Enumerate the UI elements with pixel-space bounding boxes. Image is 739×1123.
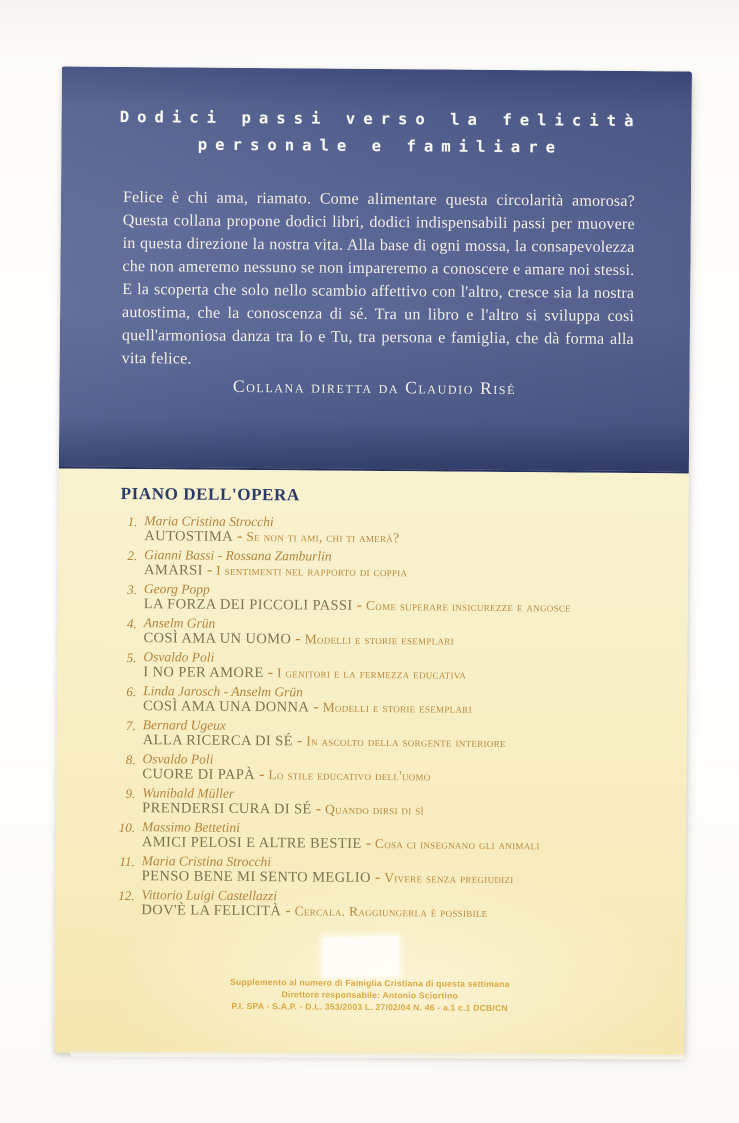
item-separator: - bbox=[232, 527, 247, 545]
item-body bbox=[143, 615, 454, 648]
item-number: 7. bbox=[126, 718, 136, 734]
item-body bbox=[144, 547, 408, 580]
item-body bbox=[141, 887, 487, 921]
item-subtitle: Lo stile educativo dell'uomo bbox=[268, 767, 431, 784]
cover-cream-section bbox=[54, 469, 689, 1058]
plan-item bbox=[110, 513, 688, 549]
item-author: Massimo Bettetini bbox=[141, 819, 240, 835]
item-author: Gianni Bassi - Rossana Zamburlin bbox=[144, 547, 332, 564]
item-number: 6. bbox=[126, 684, 137, 700]
item-separator: - bbox=[292, 732, 307, 750]
item-separator: - bbox=[255, 766, 269, 784]
item-separator: - bbox=[309, 698, 323, 716]
item-subtitle: Cosa ci insegnano gli animali bbox=[374, 836, 540, 853]
item-body bbox=[143, 717, 506, 751]
item-title: CUORE DI PAPÀ bbox=[142, 766, 256, 784]
item-subtitle: Modelli e storie esemplari bbox=[322, 699, 472, 716]
item-number: 1. bbox=[127, 514, 138, 530]
item-separator: - bbox=[202, 561, 217, 579]
item-title-line bbox=[142, 800, 424, 818]
plan-item bbox=[108, 819, 686, 855]
plan-item bbox=[109, 615, 687, 651]
item-subtitle: In ascolto della sorgente interiore bbox=[306, 733, 506, 751]
item-number: 10. bbox=[118, 819, 136, 836]
item-author: Maria Cristina Strocchi bbox=[144, 513, 274, 530]
item-title-line bbox=[143, 732, 506, 751]
plan-item bbox=[108, 751, 686, 787]
item-subtitle: Quando dirsi di sì bbox=[325, 801, 424, 818]
item-separator: - bbox=[311, 800, 326, 818]
item-separator: - bbox=[361, 834, 376, 853]
item-body bbox=[142, 785, 424, 818]
item-number: 5. bbox=[126, 650, 137, 666]
item-title-line bbox=[143, 698, 472, 717]
item-title: PENSO BENE MI SENTO MEGLIO bbox=[141, 868, 371, 886]
item-title: AUTOSTIMA bbox=[144, 528, 234, 545]
item-body bbox=[144, 513, 399, 546]
series-title-line2: personale e familiare bbox=[197, 135, 564, 157]
item-author: Georg Popp bbox=[143, 581, 210, 597]
item-number: 8. bbox=[125, 752, 136, 768]
item-subtitle: Cercala. Raggiungerla è possibile bbox=[294, 903, 488, 920]
item-author: Anselm Grün bbox=[143, 615, 216, 631]
item-title: LA FORZA DEI PICCOLI PASSI bbox=[143, 596, 353, 614]
item-author: Osvaldo Poli bbox=[142, 751, 214, 767]
series-title-line1: Dodici passi verso la felicità bbox=[119, 107, 642, 131]
imprint-line1: Supplemento al numero di Famiglia Cristiana di questa settimana bbox=[230, 976, 510, 990]
item-number: 11. bbox=[119, 854, 135, 870]
item-title-line bbox=[141, 902, 487, 921]
imprint bbox=[55, 974, 685, 1015]
item-separator: - bbox=[263, 664, 278, 682]
item-body bbox=[142, 819, 540, 853]
item-subtitle: Modelli e storie esemplari bbox=[304, 631, 454, 648]
item-number: 4. bbox=[126, 616, 137, 632]
plan-item bbox=[108, 853, 686, 889]
item-body bbox=[142, 853, 514, 887]
plan-item bbox=[109, 683, 687, 719]
item-separator: - bbox=[370, 868, 385, 887]
item-number: 12. bbox=[118, 887, 135, 904]
item-subtitle: Vivere senza pregiudizi bbox=[384, 870, 514, 887]
series-title bbox=[61, 67, 692, 163]
item-title: COSÌ AMA UNA DONNA bbox=[142, 698, 310, 716]
item-title-line bbox=[144, 596, 571, 615]
item-title-line bbox=[142, 834, 540, 853]
imprint-line2: Direttore responsabile: Antonio Sciortino bbox=[281, 989, 458, 1001]
item-title-line bbox=[142, 766, 430, 784]
item-title-line bbox=[142, 868, 514, 887]
cover-blue-section bbox=[59, 67, 692, 474]
plan-item bbox=[109, 649, 687, 685]
item-title: ALLA RICERCA DI SÉ bbox=[142, 732, 293, 750]
item-title-line bbox=[144, 562, 407, 580]
item-author: Linda Jarosch - Anselm Grün bbox=[143, 683, 303, 700]
item-author: Vittorio Luigi Castellazzi bbox=[141, 887, 278, 904]
item-body bbox=[144, 581, 571, 615]
intro-paragraph: Felice è chi ama, riamato. Come alimentare questa circolarità amorosa? Questa collana propone dodici libri, dodici indispensabili passi per muovere in questa direzione la nostra vita. Alla base di ogni mossa, la consapevolezza che non ameremo nessuno se non impareremo a conoscere e amare noi stessi. E la scoperta che solo nello scambio affettivo con l'altro, cresce sia la nostra autostima, che la conoscenza di sé. Tra un libro e l'altro si sviluppa così quell'armoniosa danza tra Io e Tu, tra persona e famiglia, che dà forma alla vita felice. bbox=[121, 189, 636, 368]
item-body bbox=[143, 649, 466, 683]
item-number: 3. bbox=[127, 582, 137, 598]
item-author: Bernard Ugeux bbox=[142, 717, 227, 733]
whiteout-patch bbox=[323, 936, 400, 977]
item-title: COSÌ AMA UN UOMO bbox=[143, 630, 292, 648]
item-subtitle: I genitori e la fermezza educativa bbox=[276, 665, 467, 682]
item-title: AMARSI bbox=[143, 562, 203, 579]
item-title: DOV'È LA FELICITÀ bbox=[141, 902, 282, 920]
plan-item bbox=[110, 581, 688, 617]
item-title-line bbox=[143, 630, 454, 648]
item-body bbox=[142, 751, 430, 784]
plan-item bbox=[110, 547, 688, 583]
plan-heading: PIANO DELL'OPERA bbox=[120, 484, 300, 505]
plan-list bbox=[107, 513, 688, 923]
plan-item bbox=[108, 785, 686, 821]
item-number: 9. bbox=[125, 786, 136, 802]
item-author: Osvaldo Poli bbox=[143, 649, 215, 665]
item-title: I NO PER AMORE bbox=[143, 664, 264, 682]
item-body bbox=[143, 683, 472, 717]
item-title-line bbox=[143, 664, 466, 683]
item-subtitle: Come superare insicurezze e angosce bbox=[365, 597, 572, 615]
item-separator: - bbox=[352, 596, 367, 614]
item-subtitle: I sentimenti nel rapporto di coppia bbox=[216, 562, 408, 580]
item-title: AMICI PELOSI E ALTRE BESTIE bbox=[141, 834, 362, 852]
item-number: 2. bbox=[127, 548, 138, 564]
item-title: PRENDERSI CURA DI SÉ bbox=[142, 800, 312, 818]
series-credit: Collana diretta da Claudio Risé bbox=[232, 375, 517, 399]
item-author: Wunibald Müller bbox=[142, 785, 235, 801]
item-separator: - bbox=[281, 902, 295, 920]
plan-item bbox=[109, 717, 687, 753]
item-subtitle: Se non ti ami, chi ti amerà? bbox=[246, 528, 400, 546]
item-author: Maria Cristina Strocchi bbox=[141, 853, 272, 870]
imprint-line3: P.I. SPA - S.A.P. - D.L. 353/2003 L. 27/02/04 N. 46 - a.1 c.1 DCB/CN bbox=[231, 1000, 508, 1014]
plan-item bbox=[107, 887, 685, 923]
item-separator: - bbox=[291, 630, 305, 648]
book-back-cover bbox=[54, 67, 692, 1058]
item-title-line bbox=[144, 528, 399, 546]
